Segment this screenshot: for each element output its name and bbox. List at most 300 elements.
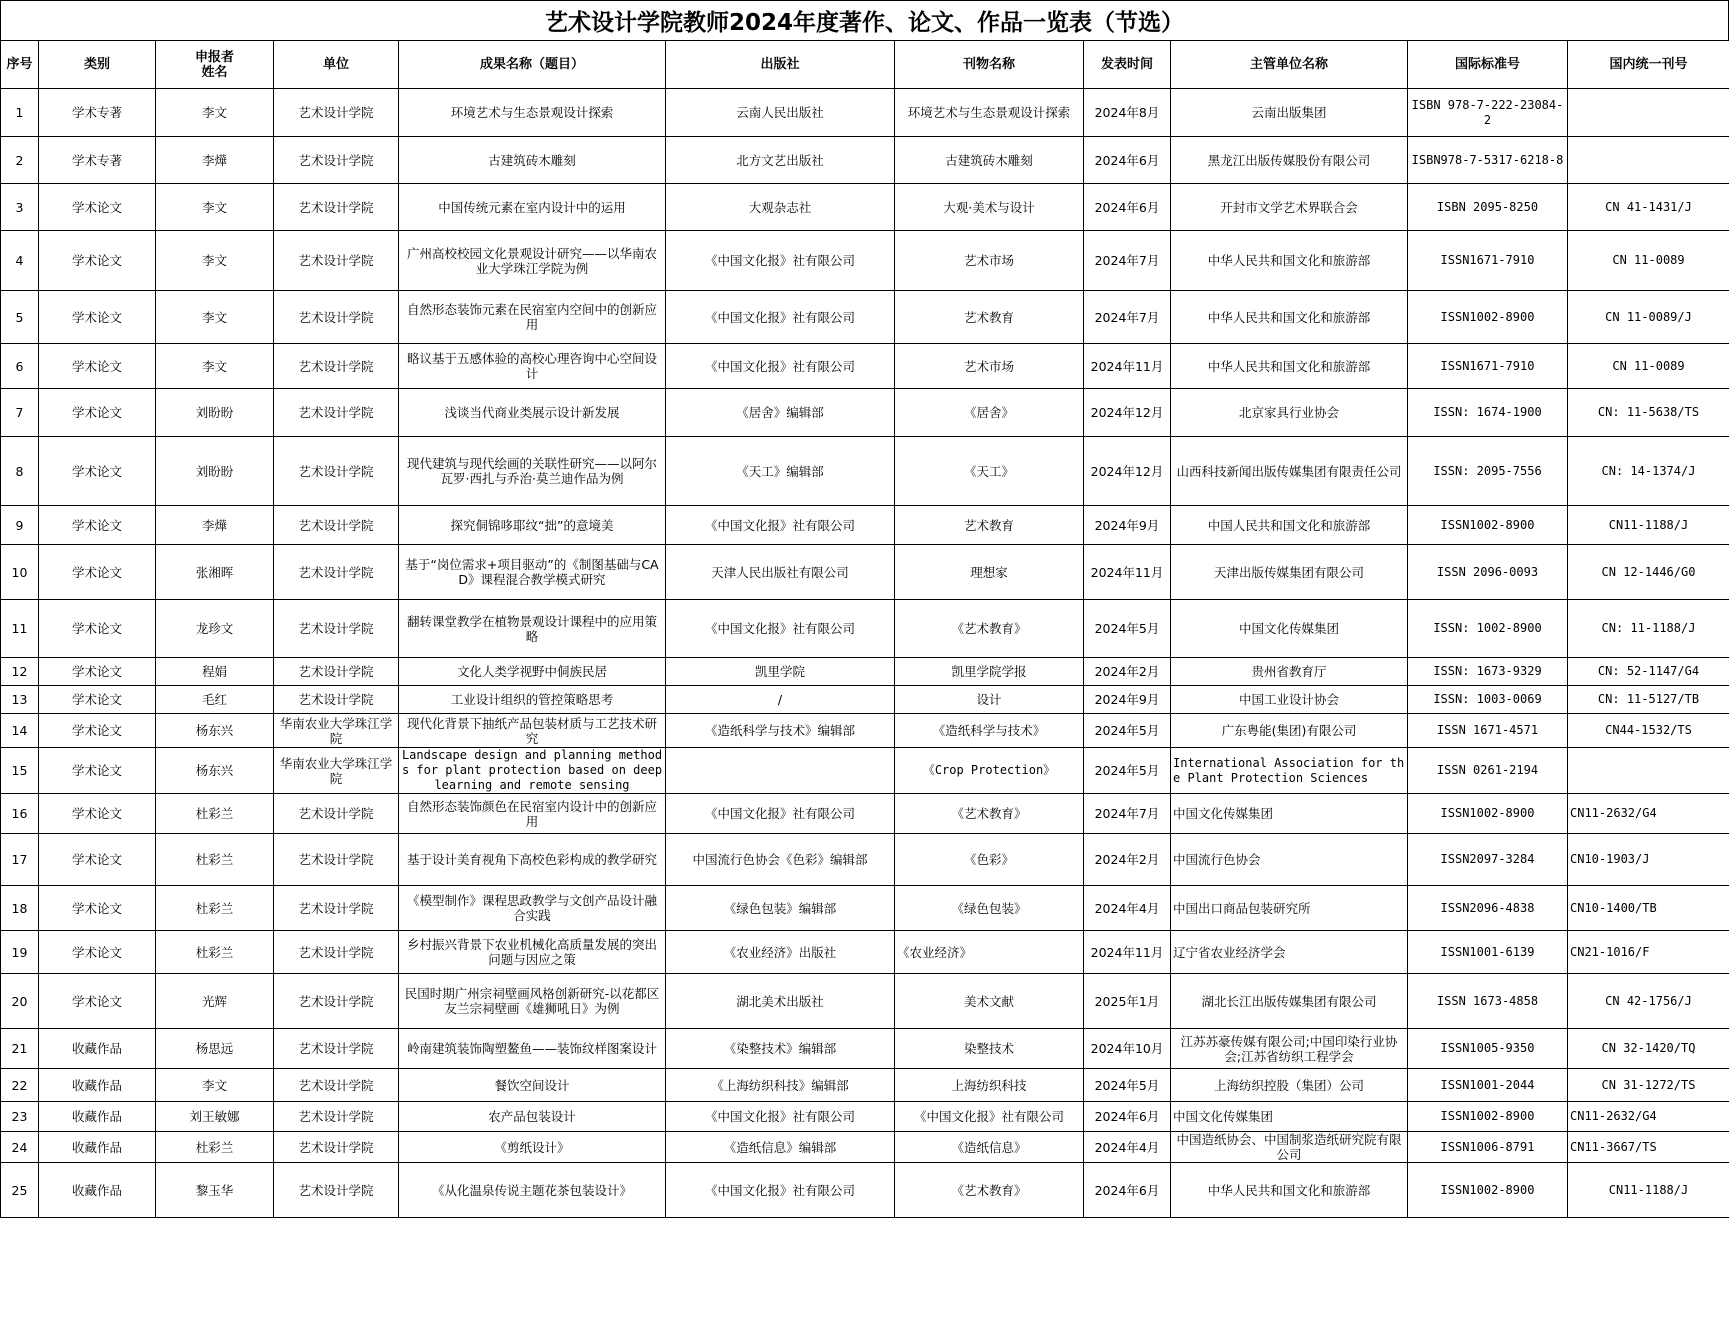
cell-date: 2024年12月 [1084,389,1171,437]
table-row [1,1132,1729,1163]
cell-issn: ISSN: 2095-7556 [1408,437,1568,506]
cell-applicant: 李文 [156,1069,274,1102]
cell-date: 2024年6月 [1084,1102,1171,1132]
cell-applicant: 黎玉华 [156,1163,274,1218]
table-row [1,1069,1729,1102]
cell-cn [1568,89,1729,137]
cell-category: 收藏作品 [39,1069,156,1102]
table-row [1,231,1729,291]
cell-publisher: 《中国文化报》社有限公司 [666,291,895,344]
header-applicant [156,41,274,89]
cell-unit: 艺术设计学院 [274,686,399,714]
header-title [399,41,666,89]
cell-date: 2024年7月 [1084,794,1171,834]
cell-seq: 6 [1,344,39,389]
cell-issn: ISBN 2095-8250 [1408,184,1568,231]
cell-seq: 12 [1,658,39,686]
cell-journal: 理想家 [895,545,1084,600]
cell-seq: 24 [1,1132,39,1163]
cell-date: 2024年5月 [1084,600,1171,658]
cell-publisher: 天津人民出版社有限公司 [666,545,895,600]
table-row [1,1102,1729,1132]
cell-issn: ISSN2097-3284 [1408,834,1568,886]
cell-title: 中国传统元素在室内设计中的运用 [399,184,666,231]
table-row [1,291,1729,344]
cell-title: 民国时期广州宗祠壁画风格创新研究-以花都区友兰宗祠壁画《雄狮吼日》为例 [399,974,666,1029]
header-cn-text: 国内统一刊号 [1609,57,1688,72]
cell-issn: ISBN 978-7-222-23084-2 [1408,89,1568,137]
cell-title: 环境艺术与生态景观设计探索 [399,89,666,137]
cell-journal: 《中国文化报》社有限公司 [895,1102,1084,1132]
cell-category: 学术论文 [39,600,156,658]
table-row [1,658,1729,686]
header-publisher-text: 出版社 [760,57,800,72]
table-row [1,545,1729,600]
cell-unit: 艺术设计学院 [274,545,399,600]
cell-authority: 辽宁省农业经济学会 [1171,931,1408,974]
cell-authority: 湖北长江出版传媒集团有限公司 [1171,974,1408,1029]
cell-applicant: 光辉 [156,974,274,1029]
cell-applicant: 毛红 [156,686,274,714]
cell-seq: 16 [1,794,39,834]
cell-title: 略议基于五感体验的高校心理咨询中心空间设计 [399,344,666,389]
cell-authority: 中国出口商品包装研究所 [1171,886,1408,931]
cell-cn: CN 42-1756/J [1568,974,1729,1029]
table-row [1,974,1729,1029]
cell-category: 收藏作品 [39,1132,156,1163]
cell-issn: ISSN1002-8900 [1408,1163,1568,1218]
cell-publisher: 《居舍》编辑部 [666,389,895,437]
cell-seq: 9 [1,506,39,545]
cell-unit: 艺术设计学院 [274,1029,399,1069]
cell-title: 工业设计组织的管控策略思考 [399,686,666,714]
cell-applicant: 程娟 [156,658,274,686]
cell-date: 2025年1月 [1084,974,1171,1029]
cell-publisher: 《中国文化报》社有限公司 [666,600,895,658]
cell-title: 现代化背景下抽纸产品包装材质与工艺技术研究 [399,714,666,748]
cell-seq: 19 [1,931,39,974]
cell-cn: CN11-3667/TS [1568,1132,1729,1163]
cell-seq: 20 [1,974,39,1029]
header-seq [1,41,39,89]
cell-issn: ISSN1671-7910 [1408,231,1568,291]
header-journal-text: 刊物名称 [962,57,1015,72]
cell-publisher: 《上海纺织科技》编辑部 [666,1069,895,1102]
cell-publisher: 《中国文化报》社有限公司 [666,1102,895,1132]
cell-category: 学术论文 [39,506,156,545]
cell-issn: ISBN978-7-5317-6218-8 [1408,137,1568,184]
table-row [1,437,1729,506]
cell-category: 学术论文 [39,886,156,931]
cell-journal: 《农业经济》 [895,931,1084,974]
cell-category: 学术论文 [39,834,156,886]
cell-cn: CN21-1016/F [1568,931,1729,974]
cell-authority: 中华人民共和国文化和旅游部 [1171,344,1408,389]
cell-publisher: 《中国文化报》社有限公司 [666,344,895,389]
cell-issn: ISSN: 1003-0069 [1408,686,1568,714]
cell-title: Landscape design and planning methods for plant protection based on deep learning and remote sensing [399,748,666,794]
cell-date: 2024年7月 [1084,291,1171,344]
cell-title: 自然形态装饰元素在民宿室内空间中的创新应用 [399,291,666,344]
cell-seq: 1 [1,89,39,137]
cell-cn: CN11-1188/J [1568,506,1729,545]
cell-date: 2024年6月 [1084,137,1171,184]
header-applicant-text: 姓名 [201,64,228,80]
cell-applicant: 李燁 [156,137,274,184]
cell-cn: CN 31-1272/TS [1568,1069,1729,1102]
cell-publisher: 大观杂志社 [666,184,895,231]
cell-journal: 《居舍》 [895,389,1084,437]
cell-date: 2024年11月 [1084,545,1171,600]
cell-seq: 10 [1,545,39,600]
cell-title: 探究侗锦哆耶纹“拙”的意境美 [399,506,666,545]
cell-date: 2024年5月 [1084,748,1171,794]
cell-unit: 艺术设计学院 [274,291,399,344]
header-issn-text: 国际标准号 [1454,57,1520,72]
cell-title: 基于设计美育视角下高校色彩构成的教学研究 [399,834,666,886]
cell-publisher [666,748,895,794]
cell-journal: 凯里学院学报 [895,658,1084,686]
cell-authority: 开封市文学艺术界联合会 [1171,184,1408,231]
cell-issn: ISSN1006-8791 [1408,1132,1568,1163]
table-row [1,506,1729,545]
cell-authority: 中华人民共和国文化和旅游部 [1171,1163,1408,1218]
cell-applicant: 李文 [156,89,274,137]
cell-seq: 13 [1,686,39,714]
cell-unit: 艺术设计学院 [274,794,399,834]
cell-applicant: 杜彩兰 [156,931,274,974]
cell-cn [1568,137,1729,184]
cell-authority: 山西科技新闻出版传媒集团有限责任公司 [1171,437,1408,506]
cell-cn: CN: 11-5638/TS [1568,389,1729,437]
cell-issn: ISSN1002-8900 [1408,506,1568,545]
sheet-title: 艺术设计学院教师2024年度著作、论文、作品一览表（节选） [0,0,1729,41]
cell-cn: CN 41-1431/J [1568,184,1729,231]
cell-applicant: 杨思远 [156,1029,274,1069]
cell-publisher: 《中国文化报》社有限公司 [666,231,895,291]
header-publisher [666,41,895,89]
cell-applicant: 张湘晖 [156,545,274,600]
cell-authority: 中国人民共和国文化和旅游部 [1171,506,1408,545]
cell-authority: 中国造纸协会、中国制浆造纸研究院有限公司 [1171,1132,1408,1163]
cell-unit: 艺术设计学院 [274,974,399,1029]
cell-publisher: 《绿色包装》编辑部 [666,886,895,931]
cell-applicant: 李文 [156,184,274,231]
table-row [1,886,1729,931]
cell-journal: 艺术市场 [895,344,1084,389]
cell-cn: CN 11-0089/J [1568,291,1729,344]
cell-journal: 艺术市场 [895,231,1084,291]
cell-authority: 上海纺织控股（集团）公司 [1171,1069,1408,1102]
cell-authority: 黑龙江出版传媒股份有限公司 [1171,137,1408,184]
cell-title: 《从化温泉传说主题花茶包装设计》 [399,1163,666,1218]
cell-publisher: 湖北美术出版社 [666,974,895,1029]
cell-title: 基于“岗位需求+项目驱动”的《制图基础与CAD》课程混合教学模式研究 [399,545,666,600]
cell-category: 学术专著 [39,137,156,184]
table-row [1,1029,1729,1069]
cell-date: 2024年4月 [1084,1132,1171,1163]
cell-authority: 北京家具行业协会 [1171,389,1408,437]
cell-issn: ISSN: 1674-1900 [1408,389,1568,437]
cell-issn: ISSN1002-8900 [1408,291,1568,344]
cell-cn: CN11-1188/J [1568,1163,1729,1218]
cell-journal: 《Crop Protection》 [895,748,1084,794]
cell-category: 学术论文 [39,931,156,974]
table-row [1,794,1729,834]
cell-publisher: 《中国文化报》社有限公司 [666,1163,895,1218]
cell-seq: 21 [1,1029,39,1069]
cell-category: 学术论文 [39,389,156,437]
cell-seq: 17 [1,834,39,886]
header-date [1084,41,1171,89]
cell-issn: ISSN1002-8900 [1408,1102,1568,1132]
cell-title: 现代建筑与现代绘画的关联性研究——以阿尔瓦罗·西扎与乔治·莫兰迪作品为例 [399,437,666,506]
cell-publisher: 云南人民出版社 [666,89,895,137]
cell-date: 2024年10月 [1084,1029,1171,1069]
cell-category: 学术论文 [39,344,156,389]
table-row [1,931,1729,974]
cell-cn: CN11-2632/G4 [1568,1102,1729,1132]
cell-category: 收藏作品 [39,1029,156,1069]
cell-issn: ISSN 2096-0093 [1408,545,1568,600]
table-row [1,834,1729,886]
cell-issn: ISSN: 1673-9329 [1408,658,1568,686]
cell-applicant: 龙珍文 [156,600,274,658]
cell-authority: 云南出版集团 [1171,89,1408,137]
cell-date: 2024年11月 [1084,344,1171,389]
cell-unit: 艺术设计学院 [274,89,399,137]
cell-cn: CN 11-0089 [1568,344,1729,389]
cell-applicant: 刘盼盼 [156,389,274,437]
cell-category: 学术论文 [39,714,156,748]
cell-category: 学术论文 [39,437,156,506]
cell-authority: 江苏苏豪传媒有限公司;中国印染行业协会;江苏省纺织工程学会 [1171,1029,1408,1069]
cell-applicant: 杜彩兰 [156,886,274,931]
cell-unit: 华南农业大学珠江学院 [274,748,399,794]
header-title-text: 成果名称（题目） [479,57,584,72]
cell-seq: 5 [1,291,39,344]
cell-journal: 《造纸科学与技术》 [895,714,1084,748]
cell-applicant: 杨东兴 [156,714,274,748]
cell-journal: 古建筑砖木雕刻 [895,137,1084,184]
cell-date: 2024年9月 [1084,686,1171,714]
cell-publisher: 《农业经济》出版社 [666,931,895,974]
cell-seq: 11 [1,600,39,658]
cell-publisher: 《造纸科学与技术》编辑部 [666,714,895,748]
cell-unit: 艺术设计学院 [274,344,399,389]
cell-unit: 艺术设计学院 [274,600,399,658]
header-seq-text: 序号 [6,57,33,72]
cell-unit: 艺术设计学院 [274,137,399,184]
cell-seq: 25 [1,1163,39,1218]
cell-category: 学术专著 [39,89,156,137]
table-row [1,344,1729,389]
cell-journal: 《造纸信息》 [895,1132,1084,1163]
cell-applicant: 李文 [156,291,274,344]
achievement-table [0,40,1729,1218]
table-row [1,89,1729,137]
table-row [1,389,1729,437]
cell-authority: 天津出版传媒集团有限公司 [1171,545,1408,600]
cell-authority: 中国文化传媒集团 [1171,1102,1408,1132]
cell-title: 古建筑砖木雕刻 [399,137,666,184]
cell-publisher: 《中国文化报》社有限公司 [666,506,895,545]
cell-applicant: 杜彩兰 [156,1132,274,1163]
cell-journal: 《艺术教育》 [895,1163,1084,1218]
cell-cn: CN44-1532/TS [1568,714,1729,748]
cell-applicant: 李燁 [156,506,274,545]
cell-issn: ISSN1671-7910 [1408,344,1568,389]
cell-title: 翻转课堂教学在植物景观设计课程中的应用策略 [399,600,666,658]
cell-category: 学术论文 [39,184,156,231]
cell-journal: 大观·美术与设计 [895,184,1084,231]
cell-journal: 环境艺术与生态景观设计探索 [895,89,1084,137]
cell-authority: International Association for the Plant Protection Sciences [1171,748,1408,794]
cell-date: 2024年2月 [1084,658,1171,686]
header-cn [1568,41,1729,89]
cell-seq: 14 [1,714,39,748]
cell-title: 文化人类学视野中侗族民居 [399,658,666,686]
cell-unit: 艺术设计学院 [274,437,399,506]
cell-cn: CN11-2632/G4 [1568,794,1729,834]
cell-publisher: 《染整技术》编辑部 [666,1029,895,1069]
cell-unit: 艺术设计学院 [274,231,399,291]
cell-cn: CN10-1400/TB [1568,886,1729,931]
cell-publisher: 北方文艺出版社 [666,137,895,184]
cell-cn: CN 32-1420/TQ [1568,1029,1729,1069]
cell-seq: 22 [1,1069,39,1102]
cell-date: 2024年12月 [1084,437,1171,506]
cell-seq: 15 [1,748,39,794]
cell-date: 2024年9月 [1084,506,1171,545]
header-authority-text: 主管单位名称 [1249,57,1328,72]
header-unit [274,41,399,89]
cell-journal: 上海纺织科技 [895,1069,1084,1102]
cell-applicant: 杜彩兰 [156,834,274,886]
cell-unit: 艺术设计学院 [274,658,399,686]
cell-category: 学术论文 [39,686,156,714]
cell-date: 2024年11月 [1084,931,1171,974]
cell-category: 学术论文 [39,794,156,834]
table-row [1,184,1729,231]
table-row [1,714,1729,748]
cell-journal: 《天工》 [895,437,1084,506]
cell-unit: 艺术设计学院 [274,834,399,886]
cell-publisher: 凯里学院 [666,658,895,686]
header-category [39,41,156,89]
cell-date: 2024年5月 [1084,714,1171,748]
cell-date: 2024年4月 [1084,886,1171,931]
cell-seq: 7 [1,389,39,437]
cell-journal: 设计 [895,686,1084,714]
cell-authority: 中华人民共和国文化和旅游部 [1171,291,1408,344]
cell-journal: 《艺术教育》 [895,600,1084,658]
cell-issn: ISSN 1673-4858 [1408,974,1568,1029]
header-journal [895,41,1084,89]
cell-issn: ISSN 1671-4571 [1408,714,1568,748]
table-row [1,748,1729,794]
table-row [1,137,1729,184]
cell-unit: 艺术设计学院 [274,886,399,931]
cell-unit: 艺术设计学院 [274,506,399,545]
cell-unit: 艺术设计学院 [274,1132,399,1163]
cell-journal: 美术文献 [895,974,1084,1029]
table-row [1,600,1729,658]
cell-unit: 艺术设计学院 [274,1069,399,1102]
cell-category: 学术论文 [39,658,156,686]
cell-title: 自然形态装饰颜色在民宿室内设计中的创新应用 [399,794,666,834]
cell-title: 《剪纸设计》 [399,1132,666,1163]
cell-seq: 23 [1,1102,39,1132]
cell-seq: 4 [1,231,39,291]
cell-title: 餐饮空间设计 [399,1069,666,1102]
header-category-text: 类别 [83,57,110,72]
cell-authority: 中华人民共和国文化和旅游部 [1171,231,1408,291]
cell-issn: ISSN2096-4838 [1408,886,1568,931]
cell-publisher: 《造纸信息》编辑部 [666,1132,895,1163]
cell-issn: ISSN1005-9350 [1408,1029,1568,1069]
cell-title: 乡村振兴背景下农业机械化高质量发展的突出问题与因应之策 [399,931,666,974]
cell-category: 学术论文 [39,231,156,291]
table-row [1,686,1729,714]
cell-date: 2024年6月 [1084,184,1171,231]
cell-unit: 艺术设计学院 [274,931,399,974]
cell-cn: CN: 52-1147/G4 [1568,658,1729,686]
cell-category: 收藏作品 [39,1163,156,1218]
cell-journal: 染整技术 [895,1029,1084,1069]
cell-title: 广州高校校园文化景观设计研究——以华南农业大学珠江学院为例 [399,231,666,291]
cell-title: 浅谈当代商业类展示设计新发展 [399,389,666,437]
cell-cn [1568,748,1729,794]
cell-authority: 广东粤能(集团)有限公司 [1171,714,1408,748]
header-issn [1408,41,1568,89]
cell-unit: 艺术设计学院 [274,1163,399,1218]
cell-applicant: 刘盼盼 [156,437,274,506]
header-row [1,41,1729,89]
cell-cn: CN: 11-5127/TB [1568,686,1729,714]
cell-journal: 艺术教育 [895,291,1084,344]
table-row [1,1163,1729,1218]
cell-category: 学术论文 [39,545,156,600]
cell-publisher: 中国流行色协会《色彩》编辑部 [666,834,895,886]
cell-issn: ISSN 0261-2194 [1408,748,1568,794]
cell-date: 2024年8月 [1084,89,1171,137]
cell-unit: 华南农业大学珠江学院 [274,714,399,748]
table-body [1,89,1729,1218]
cell-applicant: 李文 [156,231,274,291]
cell-title: 《模型制作》课程思政教学与文创产品设计融合实践 [399,886,666,931]
cell-cn: CN: 11-1188/J [1568,600,1729,658]
cell-journal: 《艺术教育》 [895,794,1084,834]
cell-seq: 3 [1,184,39,231]
cell-category: 学术论文 [39,974,156,1029]
header-applicant-text: 申报者 [194,49,234,65]
cell-journal: 艺术教育 [895,506,1084,545]
cell-applicant: 李文 [156,344,274,389]
cell-cn: CN10-1903/J [1568,834,1729,886]
cell-publisher: 《天工》编辑部 [666,437,895,506]
header-unit-text: 单位 [322,57,349,72]
cell-applicant: 杨东兴 [156,748,274,794]
cell-issn: ISSN1001-6139 [1408,931,1568,974]
cell-issn: ISSN: 1002-8900 [1408,600,1568,658]
cell-publisher: 《中国文化报》社有限公司 [666,794,895,834]
cell-authority: 中国文化传媒集团 [1171,794,1408,834]
cell-unit: 艺术设计学院 [274,1102,399,1132]
cell-seq: 18 [1,886,39,931]
cell-date: 2024年5月 [1084,1069,1171,1102]
cell-authority: 中国工业设计协会 [1171,686,1408,714]
